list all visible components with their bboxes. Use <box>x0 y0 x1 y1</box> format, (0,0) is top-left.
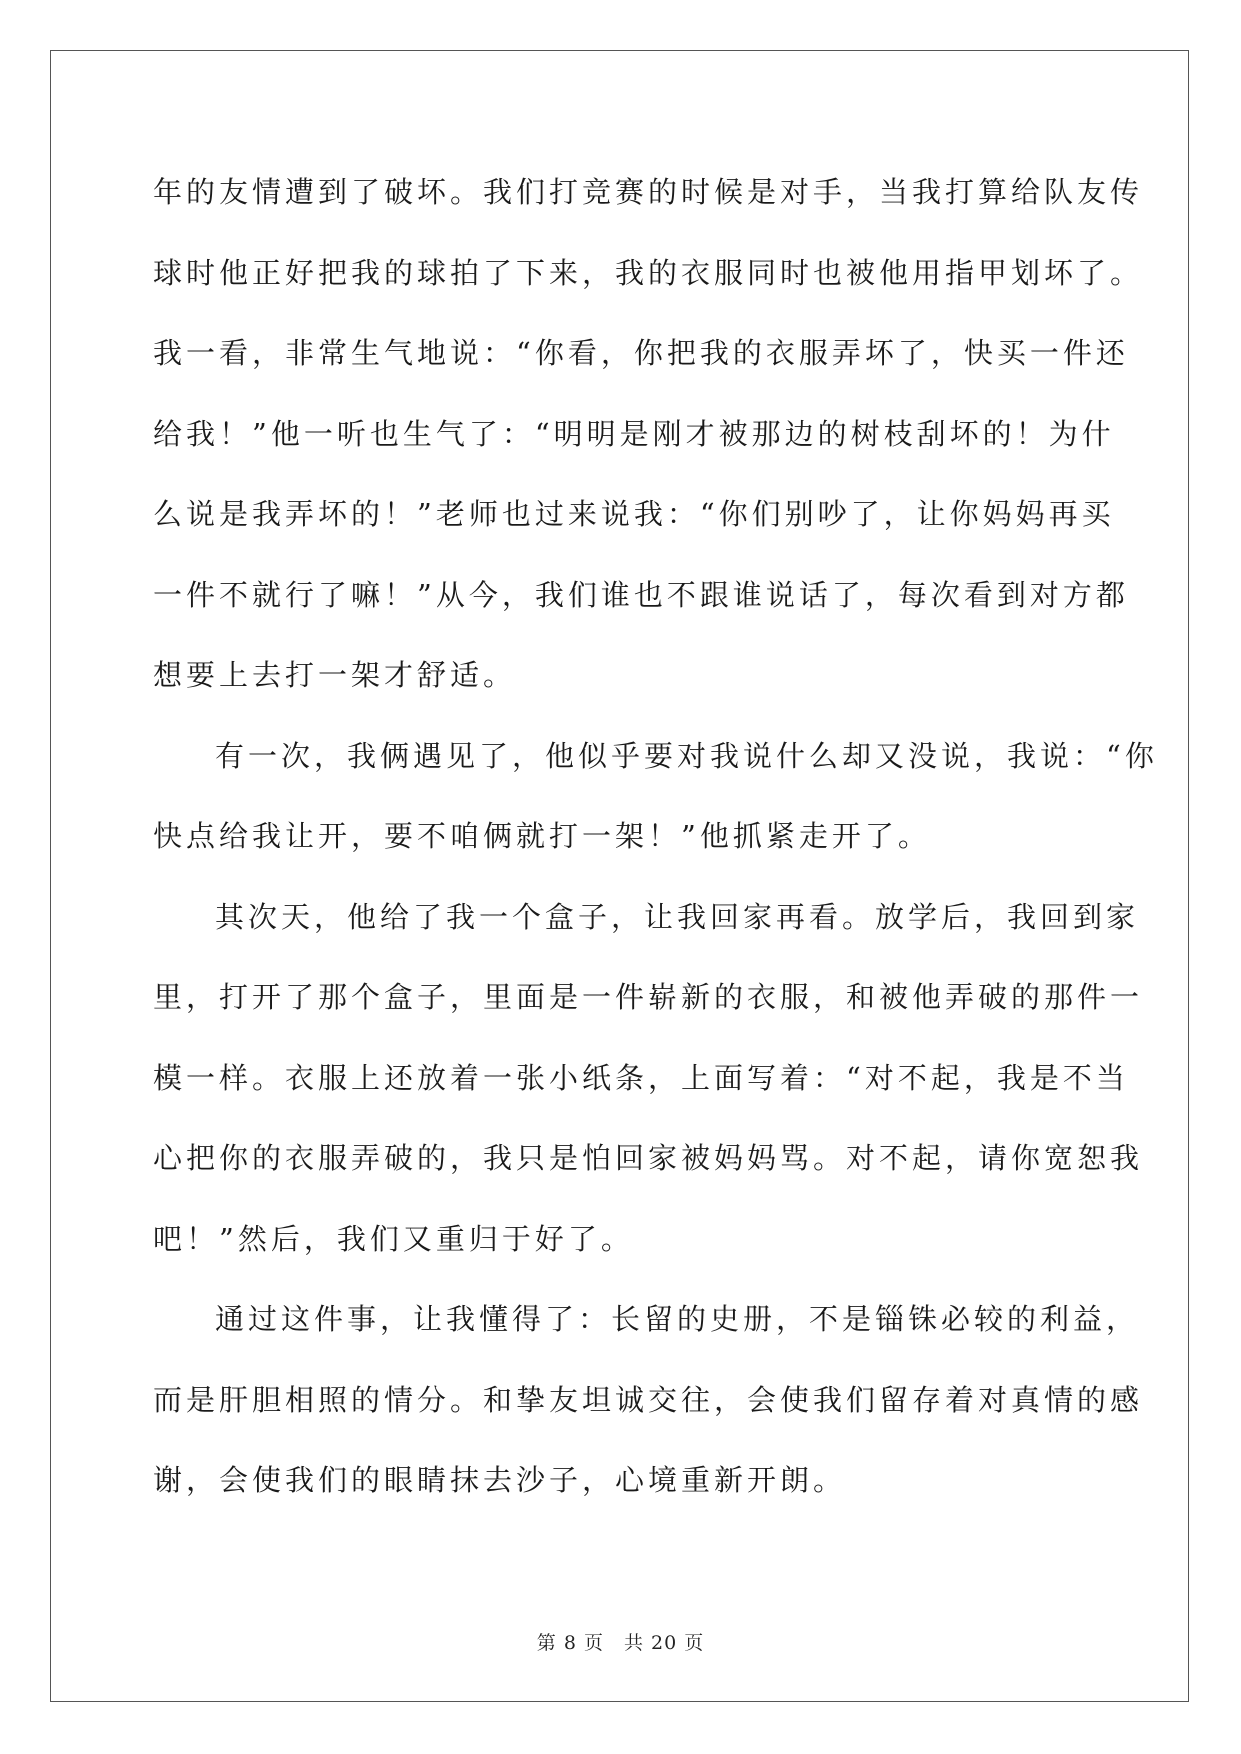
text-line: 快点给我让开，要不咱俩就打一架！”他抓紧走开了。 <box>153 819 931 853</box>
text-line-paragraph-start: 通过这件事，让我懂得了：长留的史册，不是锱铢必较的利益， <box>215 1302 1140 1336</box>
text-line: 模一样。衣服上还放着一张小纸条，上面写着：“对不起，我是不当 <box>153 1060 1129 1095</box>
text-line: 吧！”然后，我们又重归于好了。 <box>153 1221 634 1256</box>
text-line: 么说是我弄坏的！”老师也过来说我：“你们别吵了，让你妈妈再买 <box>153 497 1115 531</box>
text-line: 而是肝胆相照的情分。和挚友坦诚交往，会使我们留存着对真情的感 <box>153 1382 1144 1417</box>
text-line: 球时他正好把我的球拍了下来，我的衣服同时也被他用指甲划坏了。 <box>153 255 1144 290</box>
text-line: 谢，会使我们的眼睛抹去沙子，心境重新开朗。 <box>153 1463 847 1497</box>
page-number-footer: 第 8 页 共 20 页 <box>536 1632 705 1654</box>
text-line-paragraph-start: 其次天，他给了我一个盒子，让我回家再看。放学后，我回到家 <box>215 899 1140 934</box>
text-line: 一件不就行了嘛！”从今，我们谁也不跟谁说话了，每次看到对方都 <box>153 577 1129 612</box>
text-line: 给我！”他一听也生气了：“明明是刚才被那边的树枝刮坏的！为什 <box>153 416 1115 451</box>
text-line: 想要上去打一架才舒适。 <box>153 658 517 692</box>
text-line: 年的友情遭到了破坏。我们打竞赛的时候是对手，当我打算给队友传 <box>153 175 1144 209</box>
text-line-paragraph-start: 有一次，我俩遇见了，他似乎要对我说什么却又没说，我说：“你 <box>215 738 1158 773</box>
document-body <box>153 164 1158 1533</box>
text-line: 心把你的衣服弄破的，我只是怕回家被妈妈骂。对不起，请你宽恕我 <box>153 1141 1144 1175</box>
text-line: 我一看，非常生气地说：“你看，你把我的衣服弄坏了，快买一件还 <box>153 336 1129 370</box>
text-line: 里，打开了那个盒子，里面是一件崭新的衣服，和被他弄破的那件一 <box>153 980 1144 1014</box>
